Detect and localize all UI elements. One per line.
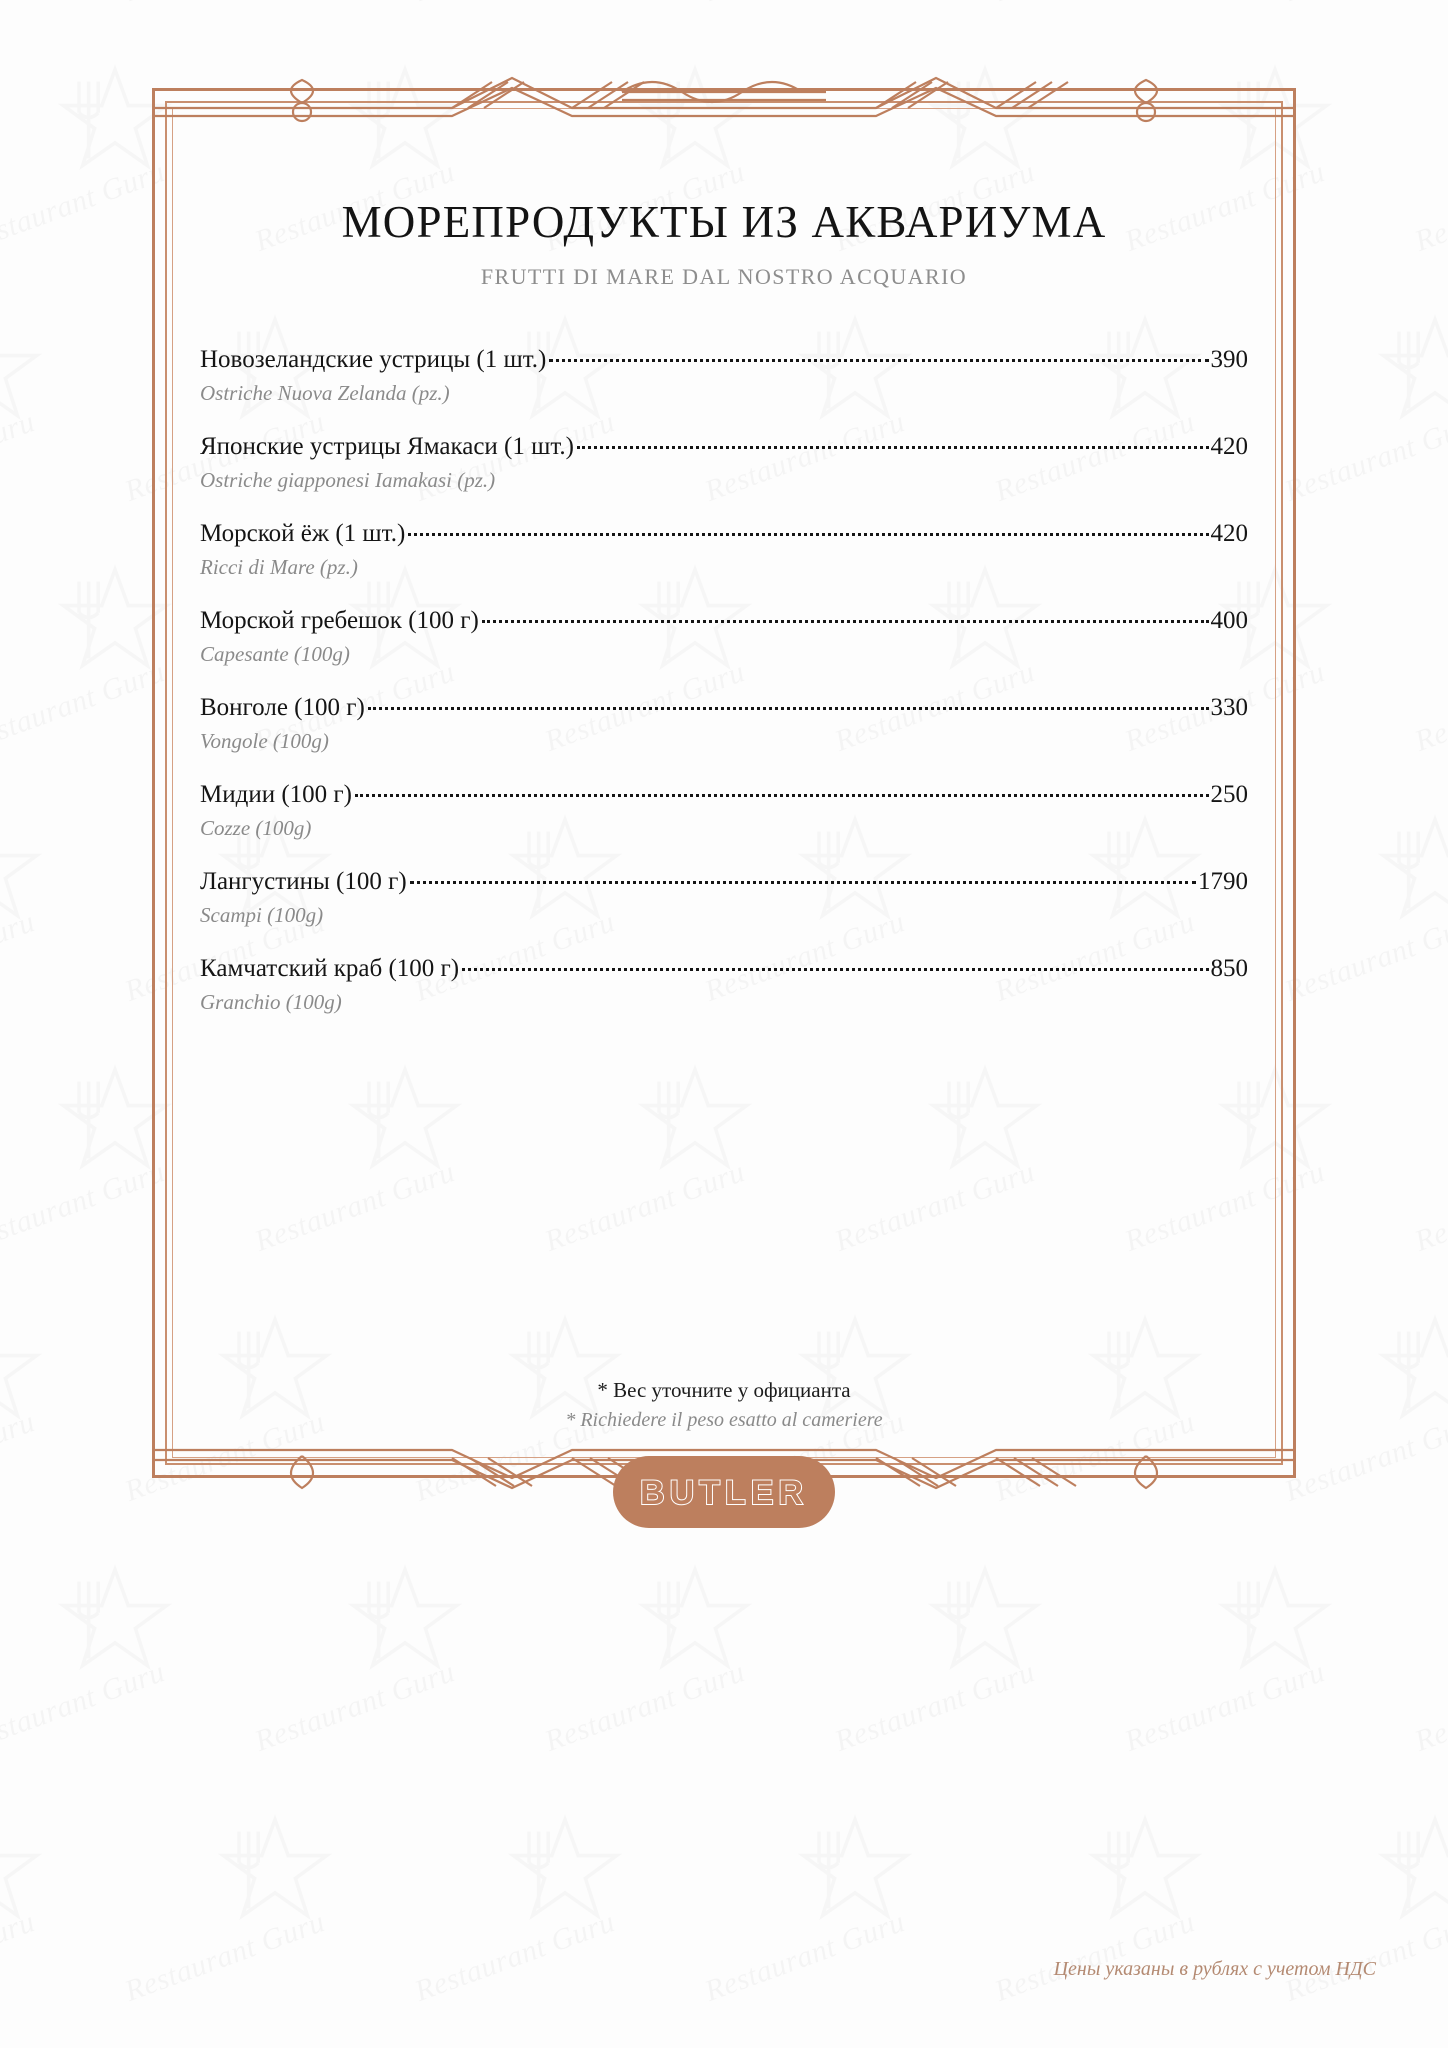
menu-item-subtitle: Ostriche giapponesi Iamakasi (pz.)	[200, 467, 496, 492]
menu-item-name: Мидии (100 г)	[200, 780, 352, 808]
leader-dots	[482, 620, 1209, 623]
watermark-fork-star-icon	[635, 1560, 755, 1680]
menu-item-price: 420	[1210, 432, 1248, 460]
menu-item-subtitle: Cozze (100g)	[200, 815, 312, 840]
menu-item	[200, 868, 1248, 928]
watermark-text	[991, 0, 1200, 9]
menu-item-name: Камчатский краб (100 г)	[200, 954, 460, 982]
watermark-text	[0, 905, 39, 1009]
leader-dots	[410, 881, 1196, 884]
watermark-text	[1281, 405, 1448, 509]
watermark-fork-star-icon	[0, 1310, 45, 1430]
watermark-text	[0, 0, 39, 9]
vat-note: Цены указаны в рублях с учетом НДС	[1053, 1958, 1376, 1980]
leader-dots	[577, 446, 1209, 449]
watermark-fork-star-icon	[345, 1560, 465, 1680]
watermark-text	[0, 155, 169, 259]
menu-item	[200, 520, 1248, 580]
menu-item-name: Морской гребешок (100 г)	[200, 606, 479, 634]
menu-item-name: Новозеландские устрицы (1 шт.)	[200, 345, 547, 373]
watermark-fork-star-icon	[0, 810, 45, 930]
menu-item-line	[200, 346, 1248, 374]
watermark-fork-star-icon	[925, 1560, 1045, 1680]
watermark-fork-star-icon	[1375, 810, 1448, 930]
menu-item	[200, 433, 1248, 493]
leader-dots	[549, 359, 1208, 362]
butler-logo-text: BUTLER	[640, 1474, 808, 1512]
watermark-fork-star-icon	[215, 1810, 335, 1930]
menu-item-line	[200, 607, 1248, 635]
watermark-fork-star-icon	[1375, 310, 1448, 430]
footnote-russian: * Вес уточните у официанта	[597, 1378, 851, 1402]
watermark-text	[1281, 0, 1448, 9]
watermark-text	[121, 0, 330, 9]
watermark-text	[1411, 1155, 1448, 1259]
watermark-text	[1281, 905, 1448, 1009]
menu-item-line	[200, 433, 1248, 461]
watermark-fork-star-icon	[0, 310, 45, 430]
watermark-fork-star-icon	[1085, 1810, 1205, 1930]
watermark-text	[0, 655, 169, 759]
menu-item-name: Японские устрицы Ямакаси (1 шт.)	[200, 432, 574, 460]
footnotes	[200, 1378, 1248, 1432]
butler-logo-svg	[624, 1467, 824, 1517]
menu-item-price: 250	[1210, 780, 1248, 808]
menu-item-subtitle: Ricci di Mare (pz.)	[200, 554, 358, 579]
menu-item-name: Морской ёж (1 шт.)	[200, 519, 406, 547]
leader-dots	[368, 707, 1209, 710]
watermark-text	[831, 1655, 1040, 1759]
art-deco-ornament-top	[152, 62, 1296, 126]
menu-item-price: 420	[1210, 519, 1248, 547]
menu-item	[200, 694, 1248, 754]
leader-dots	[462, 968, 1208, 971]
menu-item-subtitle: Vongole (100g)	[200, 728, 329, 753]
watermark-fork-star-icon	[1375, 1810, 1448, 1930]
footnote-italian: * Richiedere il peso esatto al cameriere	[565, 1409, 883, 1431]
watermark-text	[991, 1905, 1200, 2009]
watermark-text	[251, 1655, 460, 1759]
watermark-text	[1121, 1655, 1330, 1759]
menu-item-price: 330	[1210, 693, 1248, 721]
menu-item-price: 850	[1210, 954, 1248, 982]
menu-item-line	[200, 694, 1248, 722]
watermark-text	[1411, 1655, 1448, 1759]
watermark-text	[121, 1905, 330, 2009]
watermark-fork-star-icon	[505, 1810, 625, 1930]
watermark-fork-star-icon	[1215, 1560, 1335, 1680]
watermark-fork-star-icon	[795, 1810, 915, 1930]
menu-item-subtitle: Scampi (100g)	[200, 902, 324, 927]
menu-content	[200, 150, 1248, 1431]
butler-logo-badge	[613, 1456, 835, 1528]
watermark-text	[411, 0, 620, 9]
menu-item-line	[200, 781, 1248, 809]
menu-item-name: Вонголе (100 г)	[200, 693, 365, 721]
menu-item-line	[200, 955, 1248, 983]
menu-item-price: 390	[1210, 345, 1248, 373]
watermark-text	[701, 1905, 910, 2009]
watermark-text	[0, 1155, 169, 1259]
menu-item	[200, 781, 1248, 841]
menu-item	[200, 607, 1248, 667]
leader-dots	[355, 794, 1209, 797]
watermark-text	[1411, 155, 1448, 259]
watermark-text	[541, 1655, 750, 1759]
menu-item	[200, 346, 1248, 406]
logo-container	[0, 1437, 1448, 1547]
watermark-fork-star-icon	[1375, 1310, 1448, 1430]
menu-item-line	[200, 520, 1248, 548]
menu-item-name: Лангустины (100 г)	[200, 867, 407, 895]
watermark-text	[1281, 1905, 1448, 2009]
watermark-text	[0, 1655, 169, 1759]
menu-item	[200, 955, 1248, 1015]
watermark-text	[701, 0, 910, 9]
watermark-text	[0, 405, 39, 509]
menu-item-subtitle: Granchio (100g)	[200, 989, 342, 1014]
watermark-fork-star-icon	[55, 1560, 175, 1680]
watermark-text	[0, 1905, 39, 2009]
menu-item-price: 400	[1210, 606, 1248, 634]
watermark-text	[1411, 655, 1448, 759]
menu-item-list	[200, 346, 1248, 1015]
watermark-fork-star-icon	[0, 1810, 45, 1930]
menu-item-line	[200, 868, 1248, 896]
page-subtitle: FRUTTI DI MARE DAL NOSTRO ACQUARIO	[480, 263, 968, 289]
menu-item-subtitle: Capesante (100g)	[200, 641, 350, 666]
page-title: МОРЕПРОДУКТЫ ИЗ АКВАРИУМА	[341, 197, 1107, 247]
menu-item-price: 1790	[1198, 867, 1248, 895]
leader-dots	[408, 533, 1208, 536]
menu-item-subtitle: Ostriche Nuova Zelanda (pz.)	[200, 380, 450, 405]
watermark-text	[411, 1905, 620, 2009]
